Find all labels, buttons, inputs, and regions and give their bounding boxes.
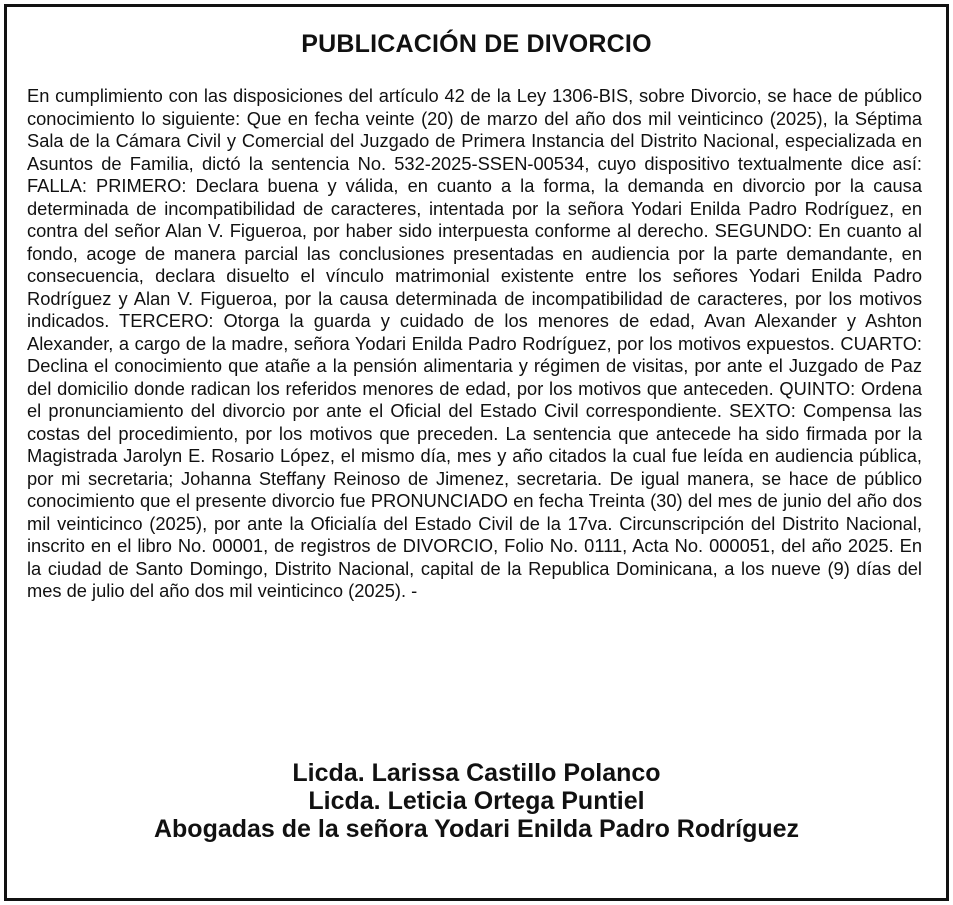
signature-block [7,759,946,843]
notice-title: PUBLICACIÓN DE DIVORCIO [301,30,652,58]
signature-name-2: Licda. Leticia Ortega Puntiel [308,787,645,815]
signature-name-1: Licda. Larissa Castillo Polanco [292,759,661,787]
notice-body: En cumplimiento con las disposiciones del artículo 42 de la Ley 1306-BIS, sobre Divorcio, se hace de público conocimiento lo siguiente: Que en fecha veinte (20) de marzo del año dos mil veinticinco (2025), la Séptima Sala de la Cámara Civil y Comercial del Juzgado de Primera Instancia del Distrito Nacional, especializada en Asuntos de Familia, dictó la sentencia No. 532-2025-SSEN-00534, cuyo dispositivo textualmente dice así: FALLA: PRIMERO: Declara buena y válida, en cuanto a la forma, la demanda en divorcio por la causa determinada de incompatibilidad de caracteres, intentada por la señora Yodari Enilda Padro Rodríguez, en contra del señor Alan V. Figueroa, por haber sido interpuesta conforme al derecho. SEGUNDO: En cuanto al fondo, acoge de manera parcial las conclusiones presentadas en audiencia por la parte demandante, en consecuencia, declara disuelto el vínculo matrimonial existente entre los señores Yodari Enilda Padro Rodríguez y Alan V. Figueroa, por la causa determinada de incompatibilidad de caracteres, por los motivos indicados. TERCERO: Otorga la guarda y cuidado de los menores de edad, Avan Alexander y Ashton Alexander, a cargo de la madre, señora Yodari Enilda Padro Rodríguez, por los motivos expuestos. CUARTO: Declina el conocimiento que atañe a la pensión alimentaria y régimen de visitas, por ante el Juzgado de Paz del domicilio donde radican los referidos menores de edad, por los motivos que anteceden. QUINTO: Ordena el pronunciamiento del divorcio por ante el Oficial del Estado Civil correspondiente. SEXTO: Compensa las costas del procedimiento, por los motivos que preceden. La sentencia que antecede ha sido firmada por la Magistrada Jarolyn E. Rosario López, el mismo día, mes y año citados la cual fue leída en audiencia pública, por mi secretaria; Johanna Steffany Reinoso de Jimenez, secretaria. De igual manera, se hace de público conocimiento que el presente divorcio fue PRONUNCIADO en fecha Treinta (30) del mes de junio del año dos mil veinticinco (2025), por ante la Oficialía del Estado Civil de la 17va. Circunscripción del Distrito Nacional, inscrito en el libro No. 00001, de registros de DIVORCIO, Folio No. 0111, Acta No. 000051, del año 2025. En la ciudad de Santo Domingo, Distrito Nacional, capital de la Republica Dominicana, a los nueve (9) días del mes de julio del año dos mil veinticinco (2025). - [27,85,922,601]
signature-role: Abogadas de la señora Yodari Enilda Padro Rodríguez [153,815,800,843]
notice-frame [4,4,949,901]
